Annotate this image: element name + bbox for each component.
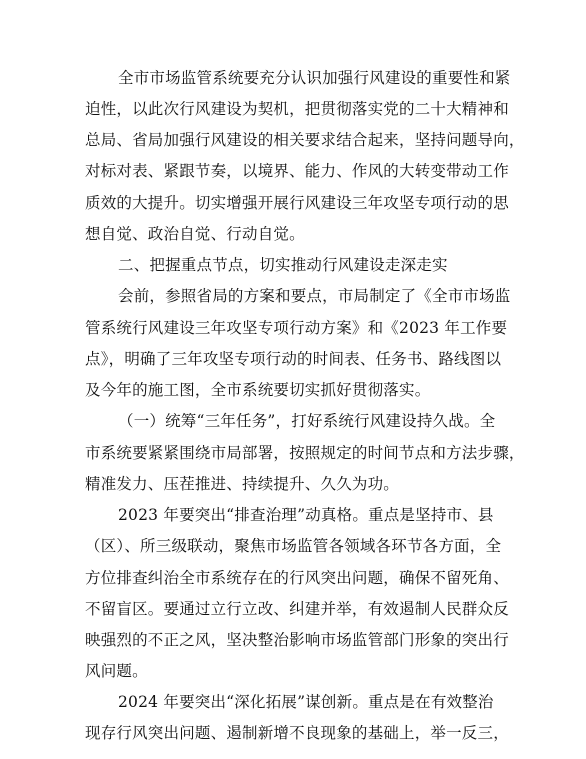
paragraph-4-line-1: （一）统筹“三年任务”，打好系统行风建设持久战。全: [118, 412, 496, 430]
paragraph-5-line-2: （区）、所三级联动，聚焦市场监管各领域各环节各方面，全: [85, 537, 502, 555]
paragraph-1-line-3: 总局、省局加强行风建设的相关要求结合起来，坚持问题导向，: [85, 131, 525, 149]
paragraph-5-line-3: 方位排查纠治全市系统存在的行风突出问题，确保不留死角、: [85, 569, 509, 587]
paragraph-1-line-6: 想自觉、政治自觉、行动自觉。: [85, 225, 305, 243]
paragraph-5-line-6: 风问题。: [85, 662, 148, 680]
paragraph-3-line-3: 点》，明确了三年攻坚专项行动的时间表、任务书、路线图以: [85, 350, 502, 368]
paragraph-5-line-5: 映强烈的不正之风，坚决整治影响市场监管部门形象的突出行: [85, 631, 509, 649]
paragraph-1-line-5: 质效的大提升。切实增强开展行风建设三年攻坚专项行动的思: [85, 194, 509, 212]
paragraph-3-line-2: 管系统行风建设三年攻坚专项行动方案》和《2023 年工作要: [85, 319, 508, 337]
paragraph-6-line-1: 2024 年要突出“深化拓展”谋创新。重点是在有效整治: [118, 693, 494, 711]
paragraph-1-line-1: 全市市场监管系统要充分认识加强行风建设的重要性和紧: [118, 69, 511, 87]
paragraph-1-line-4: 对标对表、紧跟节奏，以境界、能力、作风的大转变带动工作: [85, 162, 509, 180]
paragraph-1-line-2: 迫性，以此次行风建设为契机，把贯彻落实党的二十大精神和: [85, 100, 509, 118]
paragraph-6-line-2: 现存行风突出问题、遏制新增不良现象的基础上，举一反三，: [85, 724, 509, 742]
section-heading-2: 二、把握重点节点，切实推动行风建设走深走实: [118, 256, 448, 274]
paragraph-5-line-1: 2023 年要突出“排查治理”动真格。重点是坚持市、县: [118, 506, 494, 524]
paragraph-3-line-1: 会前，参照省局的方案和要点，市局制定了《全市市场监: [118, 287, 511, 305]
paragraph-3-line-4: 及今年的施工图，全市系统要切实抓好贯彻落实。: [85, 381, 431, 399]
paragraph-5-line-4: 不留盲区。要通过立行立改、纠建并举，有效遏制人民群众反: [85, 600, 509, 618]
paragraph-4-line-2: 市系统要紧紧围绕市局部署，按照规定的时间节点和方法步骤，: [85, 444, 525, 462]
paragraph-4-line-3: 精准发力、压茬推进、持续提升、久久为功。: [85, 475, 400, 493]
